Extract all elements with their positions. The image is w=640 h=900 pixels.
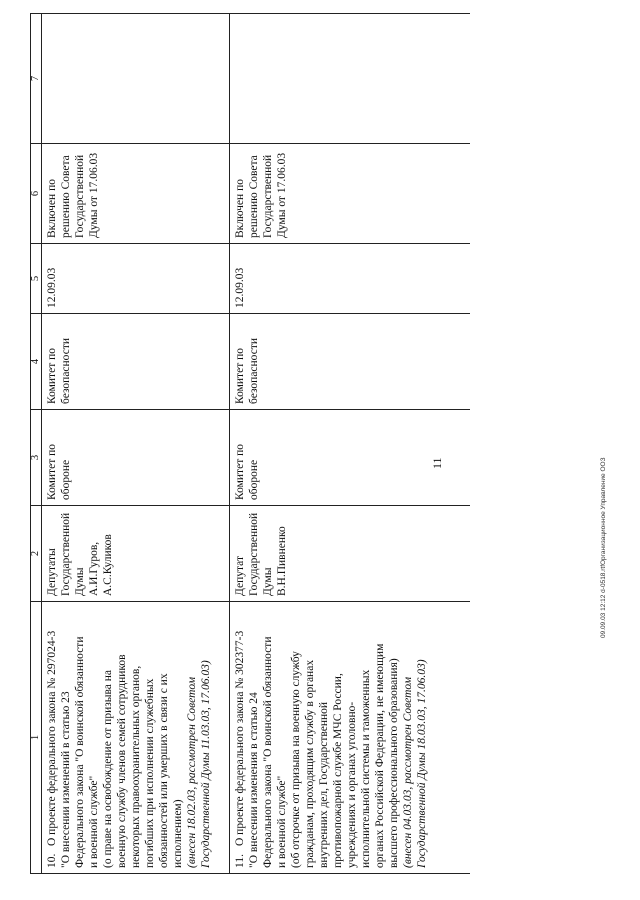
- empty-cell: [230, 14, 470, 144]
- bill-title-line: Федерального закона "О воинской обязанности: [74, 636, 86, 868]
- column-number-header: [31, 14, 42, 874]
- rotated-table-wrapper: [30, 14, 630, 874]
- date-cell: 12.09.03: [42, 244, 230, 314]
- bill-description: (о праве на освобождение от призыва на военную службу членов семей сотрудников некоторых правоохранительных органов, погибших при исполнении служебных обязанностей или умерших в связи с их исполнением): [102, 654, 184, 868]
- col-header-1: 1: [31, 602, 42, 874]
- col-header-7: 7: [31, 14, 42, 144]
- date-cell: 12.09.03: [230, 244, 470, 314]
- committee-co-cell: Комитет по безопасности: [230, 314, 470, 410]
- bill-title-line: "О внесении изменений в статью 23: [60, 691, 72, 868]
- col-header-2: 2: [31, 506, 42, 602]
- authors-cell: Депутат Государственной Думы В.Н.Пивненко: [230, 506, 470, 602]
- bill-title-line: и военной службе": [88, 775, 100, 868]
- bill-title-line: О проекте федерального закона № 297024-3: [46, 630, 58, 846]
- bill-description: (об отсрочке от призыва на военную службу гражданам, проходящим службу в органах внутренних дел, Государственной противопожарной службе МЧС России, учреждениях и органах уголовно- исполнительной системы и таможенных органах Российской Федерации, не имеющим высшего профессионального образования): [290, 643, 400, 868]
- status-cell: Включен по решению Совета Государственной Думы от 17.06.03: [230, 144, 470, 244]
- footer-text: 09.09.03 12:12 d-0518.rtfОрганизационное Управление ООЗ: [600, 457, 607, 638]
- col-header-6: 6: [31, 144, 42, 244]
- col-header-5: 5: [31, 244, 42, 314]
- bill-cell: [42, 602, 230, 874]
- committee-responsible-cell: Комитет по обороне: [42, 410, 230, 506]
- table-row: [42, 14, 230, 874]
- table-row: [230, 14, 470, 874]
- bill-note: (внесен 18.02.03, рассмотрен Советом Государственной Думы 11.03.03, 17.06.03): [186, 660, 212, 868]
- bill-title-line: и военной службе": [276, 775, 288, 868]
- empty-cell: [42, 14, 230, 144]
- page-number: 11: [430, 457, 444, 469]
- bill-title-line: О проекте федерального закона № 302377-3: [234, 630, 246, 846]
- status-cell: Включен по решению Совета Государственной Думы от 17.06.03: [42, 144, 230, 244]
- bill-title-line: Федерального закона "О воинской обязанности: [262, 636, 274, 868]
- bills-table: [30, 13, 470, 874]
- col-header-4: 4: [31, 314, 42, 410]
- authors-cell: Депутаты Государственной Думы А.И.Гуров, А.С.Куликов: [42, 506, 230, 602]
- committee-responsible-cell: Комитет по обороне: [230, 410, 470, 506]
- col-header-3: 3: [31, 410, 42, 506]
- bill-title-line: "О внесении изменения в статью 24: [248, 692, 260, 868]
- bill-note: (внесен 04.03.03, рассмотрен Советом Государственной Думы 18.03.03, 17.06.03): [402, 659, 428, 868]
- row-number: 11.: [234, 854, 246, 868]
- committee-co-cell: Комитет по безопасности: [42, 314, 230, 410]
- row-number: 10.: [46, 853, 58, 868]
- bill-cell: [230, 602, 470, 874]
